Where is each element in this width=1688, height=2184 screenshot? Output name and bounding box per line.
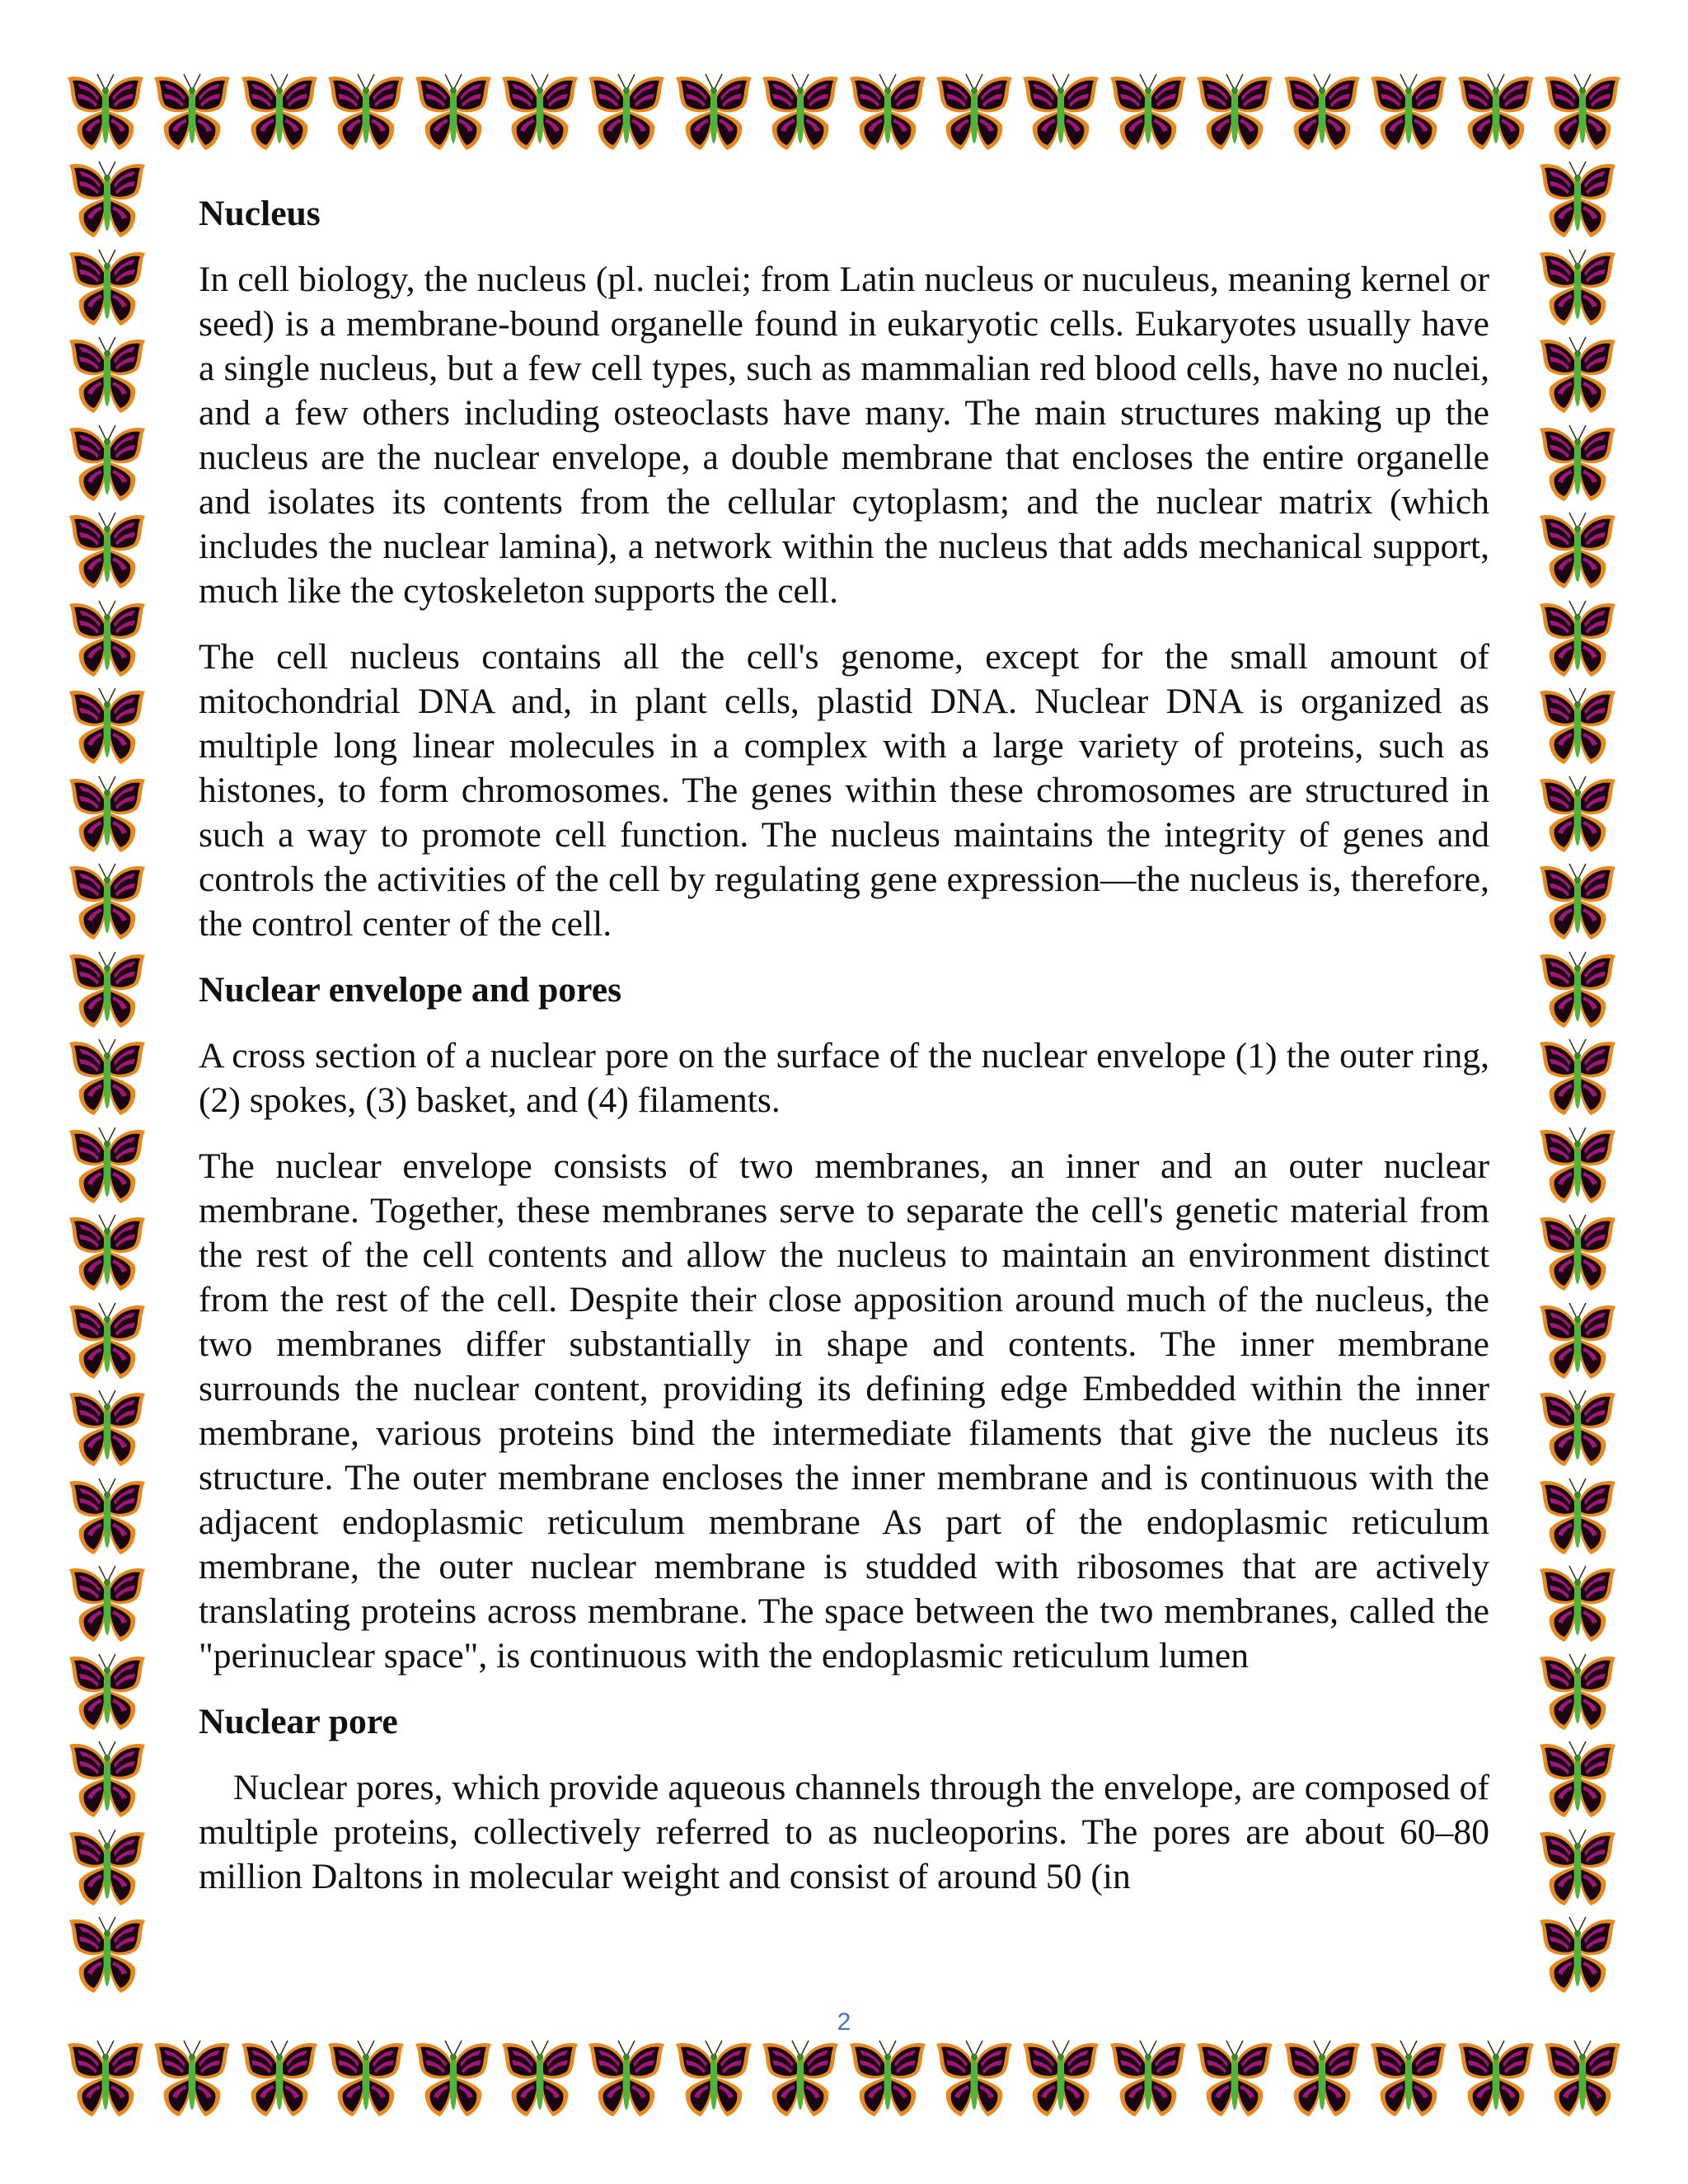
document-body	[199, 191, 1489, 1920]
butterfly-icon	[1535, 1475, 1620, 1558]
butterfly-icon	[933, 2037, 1015, 2120]
butterfly-icon	[1541, 2037, 1624, 2120]
butterfly-icon	[1367, 71, 1450, 153]
butterfly-icon	[759, 2037, 842, 2120]
butterfly-icon	[64, 334, 150, 416]
butterfly-icon	[1193, 2037, 1276, 2120]
butterfly-icon	[1535, 860, 1620, 943]
butterfly-icon	[1193, 71, 1276, 153]
butterfly-icon	[1535, 1387, 1620, 1469]
butterfly-icon	[64, 1124, 150, 1207]
butterfly-icon	[64, 685, 150, 767]
butterfly-icon	[64, 949, 150, 1031]
butterfly-icon	[933, 71, 1015, 153]
butterfly-icon	[64, 773, 150, 855]
butterfly-icon	[1535, 1212, 1620, 1294]
butterfly-icon	[325, 71, 407, 153]
butterfly-icon	[499, 2037, 581, 2120]
butterfly-icon	[1535, 1738, 1620, 1821]
paragraph: A cross section of a nuclear pore on the surface of the nuclear envelope (1) the outer ring, (2) spokes, (3) basket, and (4) filaments.	[199, 1036, 1489, 1120]
butterfly-icon	[1535, 1300, 1620, 1382]
butterfly-icon	[1535, 1826, 1620, 1909]
butterfly-icon	[64, 509, 150, 592]
butterfly-icon	[1535, 773, 1620, 855]
butterfly-icon	[1535, 1651, 1620, 1733]
butterfly-icon	[64, 1300, 150, 1382]
butterfly-icon	[1535, 1563, 1620, 1645]
butterfly-icon	[1535, 1914, 1620, 1996]
butterfly-icon	[846, 2037, 929, 2120]
butterfly-icon	[759, 71, 842, 153]
butterfly-icon	[1020, 71, 1102, 153]
butterfly-icon	[64, 1475, 150, 1558]
paragraph: The nuclear envelope consists of two membranes, an inner and an outer nuclear membrane. Together, these membranes serve to separate the cell's genetic material from the rest of the cell contents and allow the nucleus to maintain an environment distinct from the rest of the cell. Despite their close apposition around much of the nucleus, the two membranes differ substantially in shape and contents. The inner membrane surrounds the nuclear content, providing its defining edge Embedded within the inner membrane, various proteins bind the intermediate filaments that give the nucleus its structure. The outer membrane encloses the inner membrane and is continuous with the adjacent endoplasmic reticulum membrane As part of the endoplasmic reticulum membrane, the outer nuclear membrane is studded with ribosomes that are actively translating proteins across membrane. The space between the two membranes, called the "perinuclear space", is continuous with the endoplasmic reticulum lumen	[199, 1146, 1489, 1675]
butterfly-icon	[151, 71, 233, 153]
butterfly-icon	[64, 2037, 147, 2120]
butterfly-icon	[673, 2037, 755, 2120]
butterfly-icon	[846, 71, 929, 153]
butterfly-icon	[1107, 2037, 1189, 2120]
butterfly-icon	[1535, 1036, 1620, 1118]
butterfly-icon	[64, 1387, 150, 1469]
butterfly-icon	[238, 71, 321, 153]
butterfly-icon	[499, 71, 581, 153]
butterfly-icon	[238, 2037, 321, 2120]
butterfly-icon	[64, 1651, 150, 1733]
butterfly-icon	[1455, 71, 1537, 153]
top-butterfly-border	[64, 71, 1624, 153]
paragraph: The cell nucleus contains all the cell's genome, except for the small amount of mitochondrial DNA and, in plant cells, plastid DNA. Nuclear DNA is organized as multiple long linear molecules in a complex with a large variety of proteins, such as histones, to form chromosomes. The genes within these chromosomes are structured in such a way to promote cell function. The nucleus maintains the integrity of genes and controls the activities of the cell by regulating gene expression—the nucleus is, therefore, the control center of the cell.	[199, 637, 1489, 944]
paragraph: In cell biology, the nucleus (pl. nuclei; from Latin nucleus or nuculeus, meaning kernel or seed) is a membrane-bound organelle found in eukaryotic cells. Eukaryotes usually have a single nucleus, but a few cell types, such as mammalian red blood cells, have no nuclei, and a few others including osteoclasts have many. The main structures making up the nucleus are the nuclear envelope, a double membrane that encloses the entire organelle and isolates its contents from the cellular cytoplasm; and the nuclear matrix (which includes the nuclear lamina), a network within the nucleus that adds mechanical support, much like the cytoskeleton supports the cell.	[199, 260, 1489, 611]
paragraph: Nuclear pores, which provide aqueous channels through the envelope, are composed of multiple proteins, collectively referred to as nucleoporins. The pores are about 60–80 million Daltons in molecular weight and consist of around 50 (in	[199, 1768, 1489, 1896]
section-heading-nuclear-pore: Nuclear pore	[199, 1702, 398, 1741]
section-heading-nucleus: Nucleus	[199, 194, 321, 233]
butterfly-icon	[1535, 246, 1620, 329]
butterfly-icon	[64, 158, 150, 241]
butterfly-icon	[412, 71, 495, 153]
butterfly-icon	[64, 71, 147, 153]
butterfly-icon	[412, 2037, 495, 2120]
page-number: 2	[837, 2008, 851, 2036]
butterfly-icon	[64, 246, 150, 329]
butterfly-icon	[325, 2037, 407, 2120]
butterfly-icon	[64, 1738, 150, 1821]
butterfly-icon	[1541, 71, 1624, 153]
butterfly-icon	[673, 71, 755, 153]
butterfly-icon	[64, 1826, 150, 1909]
butterfly-icon	[64, 1212, 150, 1294]
butterfly-icon	[1535, 685, 1620, 767]
butterfly-icon	[585, 71, 668, 153]
butterfly-icon	[64, 598, 150, 680]
butterfly-icon	[1367, 2037, 1450, 2120]
butterfly-icon	[151, 2037, 233, 2120]
right-butterfly-border	[1535, 158, 1625, 1996]
butterfly-icon	[1535, 949, 1620, 1031]
butterfly-icon	[1535, 158, 1620, 241]
bottom-butterfly-border	[64, 2037, 1624, 2120]
butterfly-icon	[1535, 1124, 1620, 1207]
butterfly-icon	[64, 1914, 150, 1996]
butterfly-icon	[64, 1563, 150, 1645]
butterfly-icon	[1281, 71, 1363, 153]
butterfly-icon	[1281, 2037, 1363, 2120]
butterfly-icon	[1535, 422, 1620, 504]
butterfly-icon	[64, 1036, 150, 1118]
butterfly-icon	[1020, 2037, 1102, 2120]
butterfly-icon	[1535, 334, 1620, 416]
butterfly-icon	[64, 860, 150, 943]
butterfly-icon	[1535, 598, 1620, 680]
butterfly-icon	[585, 2037, 668, 2120]
left-butterfly-border	[64, 158, 155, 1996]
section-heading-nuclear-envelope: Nuclear envelope and pores	[199, 970, 622, 1010]
butterfly-icon	[1455, 2037, 1537, 2120]
butterfly-icon	[1535, 509, 1620, 592]
butterfly-icon	[64, 422, 150, 504]
butterfly-icon	[1107, 71, 1189, 153]
